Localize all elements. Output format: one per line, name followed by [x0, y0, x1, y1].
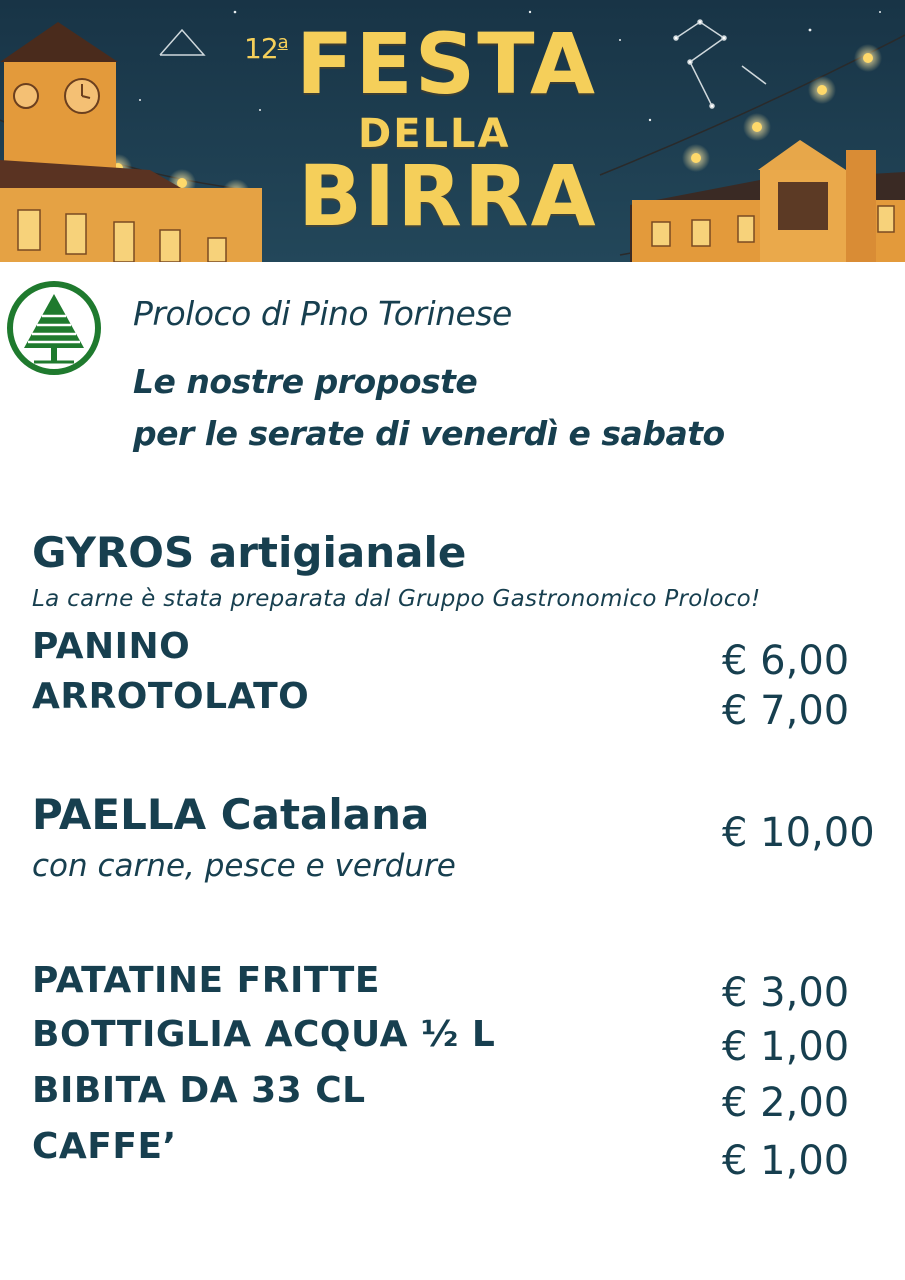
organizer-name: Proloco di Pino Torinese	[133, 294, 512, 333]
subtitle-line-1: Le nostre proposte	[133, 362, 478, 401]
price-paella: € 10,00	[722, 810, 875, 856]
menu-item-bibita: BIBITA DA 33 CL	[32, 1070, 366, 1111]
menu-item-panino: PANINO	[32, 626, 191, 667]
edition-number: 12$^a$	[244, 32, 288, 65]
gyros-note: La carne è stata preparata dal Gruppo Gastronomico Proloco!	[32, 586, 761, 612]
menu-item-patatine: PATATINE FRITTE	[32, 960, 380, 1001]
menu-item-arrotolato: ARROTOLATO	[32, 676, 310, 717]
title-della: DELLA	[358, 111, 511, 157]
subtitle-line-2: per le serate di venerdì e sabato	[133, 414, 725, 453]
price-panino: € 6,00	[722, 638, 850, 684]
price-patatine: € 3,00	[722, 970, 850, 1016]
paella-note: con carne, pesce e verdure	[32, 848, 456, 884]
price-bibita: € 2,00	[722, 1080, 850, 1126]
gyros-heading: GYROS artigianale	[32, 528, 467, 577]
menu-item-caffe: CAFFE’	[32, 1126, 177, 1167]
title-festa: FESTA	[296, 15, 598, 113]
pine-tree-logo-icon	[6, 280, 102, 376]
menu-item-acqua: BOTTIGLIA ACQUA ½ L	[32, 1014, 496, 1055]
banner-title	[0, 0, 905, 262]
price-arrotolato: € 7,00	[722, 688, 850, 734]
price-caffe: € 1,00	[722, 1138, 850, 1184]
title-birra: BIRRA	[298, 147, 598, 245]
price-acqua: € 1,00	[722, 1024, 850, 1070]
paella-heading: PAELLA Catalana	[32, 790, 430, 839]
festival-banner	[0, 0, 905, 262]
